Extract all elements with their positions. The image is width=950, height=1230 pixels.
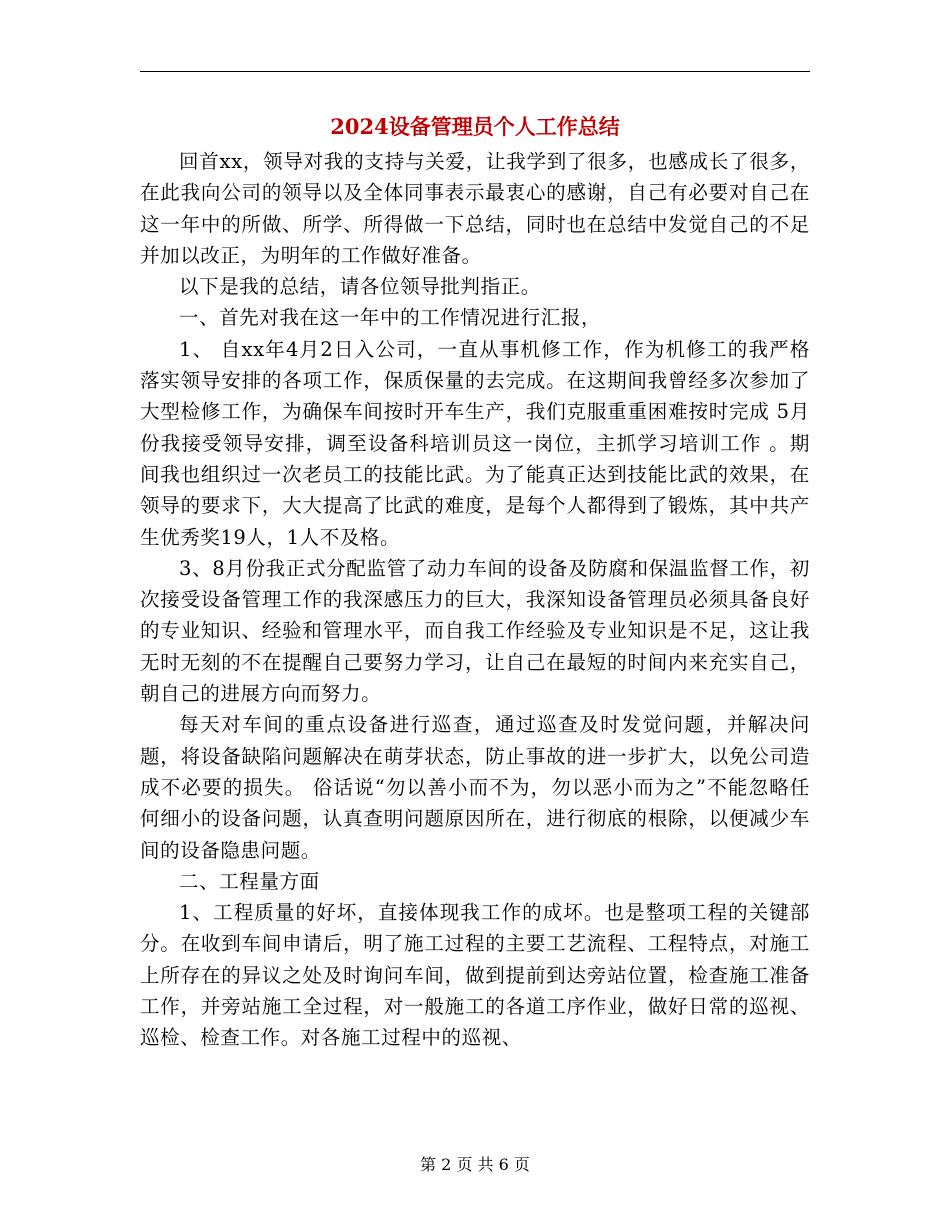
paragraph: 一、首先对我在这一年中的工作情况进行汇报， — [179, 306, 602, 330]
header-rule — [140, 71, 810, 72]
paragraph: 二、工程量方面 — [179, 869, 320, 893]
paragraph: 以下是我的总结，请各位领导批判指正。 — [179, 275, 541, 299]
paragraph: 每天对车间的重点设备进行巡查，通过巡查及时发觉问题，并解决问题，将设备缺陷问题解决在萌芽状态，防止事故的进一步扩大，以免公司造成不必要的损失。 俗话说“勿以善小而不为，勿以恶小而为之”不能忽略任何细小的设备问题，认真查明问题原因所在，进行彻底的根除，以便减少车间的设备隐患问题。 — [140, 713, 810, 862]
document-body — [140, 146, 810, 1054]
page-number: 第 2 页 共 6 页 — [420, 1155, 530, 1174]
paragraph: 回首xx，领导对我的支持与关爱，让我学到了很多，也感成长了很多，在此我向公司的领导以及全体同事表示最衷心的感谢，自己有必要对自己在这一年中的所做、所学、所得做一下总结，同时也在总结中发觉自己的不足并加以改正，为明年的工作做好准备。 — [140, 150, 810, 267]
paragraph: 3、8月份我正式分配监管了动力车间的设备及防腐和保温监督工作，初次接受设备管理工作的我深感压力的巨大，我深知设备管理员必须具备良好的专业知识、经验和管理水平，而自我工作经验及专业知识是不足，这让我无时无刻的不在提醒自己要努力学习，让自己在最短的时间内来充实自己，朝自己的进展方向而努力。 — [140, 556, 810, 706]
paragraph: 1、工程质量的好坏，直接体现我工作的成坏。也是整项工程的关键部分。在收到车间申请后，明了施工过程的主要工艺流程、工程特点，对施工上所存在的异议之处及时询问车间，做到提前到达旁站位置，检查施工准备工作，并旁站施工全过程，对一般施工的各道工序作业，做好日常的巡视、巡检、检查工作。对各施工过程中的巡视、 — [140, 901, 810, 1050]
document-title: 2024设备管理员个人工作总结 — [330, 114, 620, 139]
paragraph: 1、 自xx年4月2日入公司，一直从事机修工作，作为机修工的我严格落实领导安排的各项工作，保质保量的去完成。在这期间我曾经多次参加了大型检修工作，为确保车间按时开车生产，我们克服重重困难按时完成 5月份我接受领导安排，调至设备科培训员这一岗位，主抓学习培训工作 。期间我也组织过一次老员工的技能比武。为了能真正达到技能比武的效果，在领导的要求下，大大提高了比武的难度，是每个人都得到了锻炼，其中共产生优秀奖19人，1人不及格。 — [140, 337, 810, 549]
